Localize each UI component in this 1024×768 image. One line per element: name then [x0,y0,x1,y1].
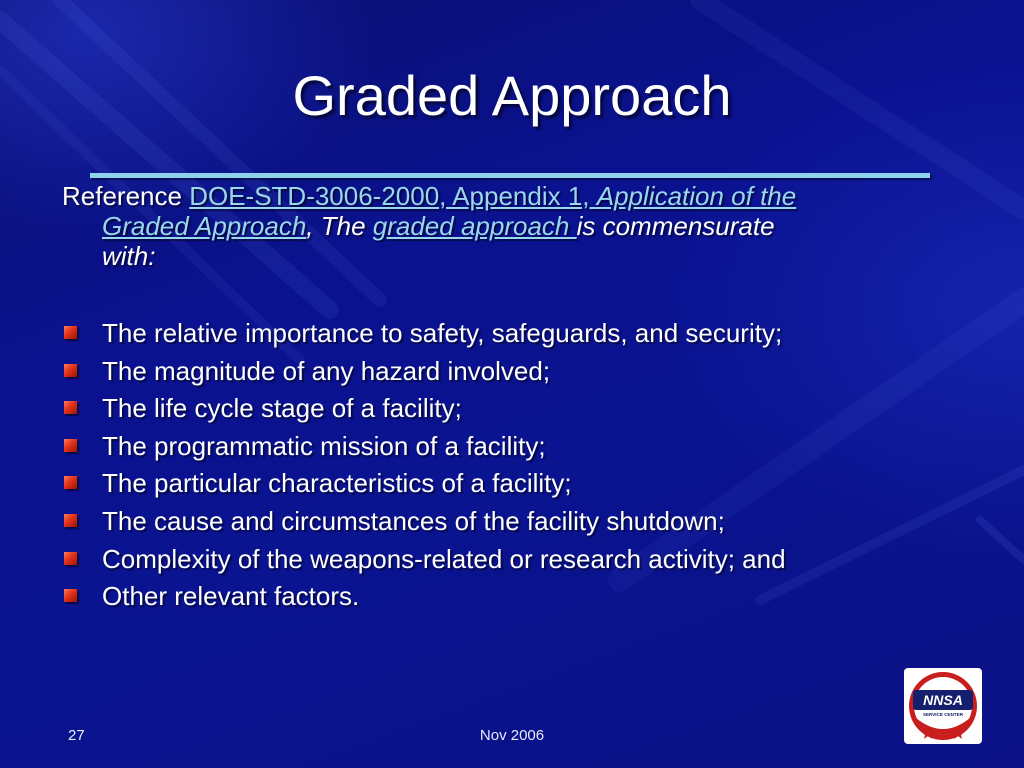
reference-suffix: is commensurate [576,211,775,241]
list-item-text: The life cycle stage of a facility; [102,393,462,424]
square-bullet-icon [64,476,77,489]
list-item-text: Other relevant factors. [102,581,360,612]
title-underline [90,173,930,178]
list-item-text: The magnitude of any hazard involved; [102,355,551,386]
doe-standard-link[interactable]: DOE-STD-3006-2000, Appendix 1, [189,181,597,211]
nnsa-service-center-logo [904,668,982,744]
graded-approach-link[interactable]: graded approach [372,211,577,241]
list-item [62,390,962,428]
nnsa-logo-graphic [904,668,982,744]
square-bullet-icon [64,439,77,452]
list-item-text: The programmatic mission of a facility; [102,430,546,461]
slide-title: Graded Approach [292,64,732,127]
footer-date: Nov 2006 [479,727,545,744]
graded-approach-title-link[interactable]: Graded Approach [102,211,307,241]
list-item-text: Complexity of the weapons-related or research activity; and [102,543,786,574]
list-item-text: The cause and circumstances of the facility shutdown; [102,505,725,536]
criteria-list [62,315,962,616]
logo-text: NNSA [923,692,963,708]
list-item [62,315,962,353]
reference-prefix: Reference [62,181,190,211]
list-item-text: The relative importance to safety, safeguards, and security; [102,318,783,348]
slide-number: 27 [68,727,85,744]
square-bullet-icon [64,364,77,377]
square-bullet-icon [64,401,77,414]
list-item [62,541,962,579]
list-item [62,578,962,616]
square-bullet-icon [64,326,77,339]
list-item [62,465,962,503]
square-bullet-icon [64,552,77,565]
list-item [62,353,962,391]
list-item [62,428,962,466]
logo-subtext: SERVICE CENTER [922,712,964,717]
square-bullet-icon [64,514,77,527]
list-item [62,503,962,541]
list-item-text: The particular characteristics of a facility; [102,468,572,499]
appendix-title-link[interactable]: Application of the [596,181,797,211]
reference-paragraph [62,181,952,271]
square-bullet-icon [64,589,77,602]
reference-mid-text: , The [306,211,373,241]
reference-end: with: [102,241,156,271]
